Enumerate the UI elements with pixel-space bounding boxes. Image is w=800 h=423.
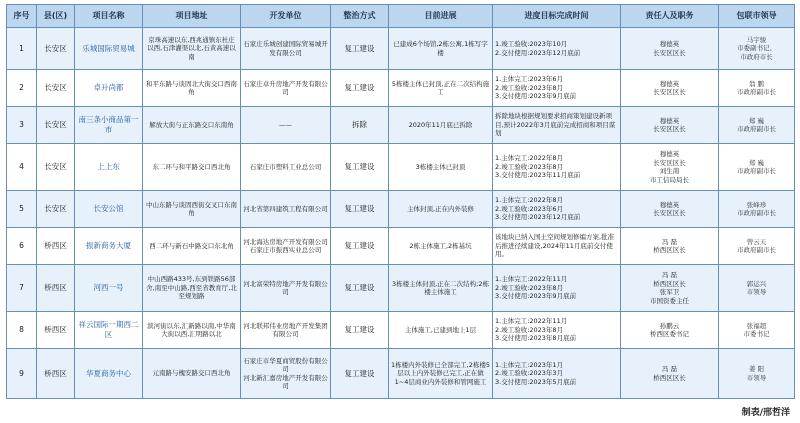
cell-responsible: 冯 磊 桥西区区长 张军卫 市国资委主任 xyxy=(621,265,719,312)
cell-progress: 2栋主体施工,2栋基坑 xyxy=(389,228,493,265)
cell-address: 元南路与槐安路交口西北角 xyxy=(143,349,241,399)
cell-progress: 主体施工,已建到地上1层 xyxy=(389,312,493,349)
cell-target: 1.主体完工:2022年8月 2.竣工验收:2023年8月 3.交付使用:2023年11月底前 xyxy=(493,144,621,191)
cell-developer: 石家庄市华夏商贸股份有限公司 河北新汇嘉房地产开发有限公司 xyxy=(241,349,331,399)
cell-no: 5 xyxy=(7,191,37,228)
table-row xyxy=(7,107,795,144)
cell-method: 复工建设 xyxy=(331,265,389,312)
cell-method: 复工建设 xyxy=(331,349,389,399)
col-header-address: 项目地址 xyxy=(143,5,241,28)
project-table-container xyxy=(6,4,794,399)
table-row xyxy=(7,28,795,70)
project-table xyxy=(6,4,795,399)
cell-target: 1.主体完工:2022年11月 2.竣工验收:2023年8月 3.交付使用:2023年8月底前 xyxy=(493,312,621,349)
cell-leader: 翁 鹏 市政府副市长 xyxy=(719,70,795,107)
table-header-row xyxy=(7,5,795,28)
cell-address: 京珠高速以东,西兆通镇东杜庄以西,石津灌渠以北,石黄高速以南 xyxy=(143,28,241,70)
table-row xyxy=(7,144,795,191)
cell-name: 长安公馆 xyxy=(75,191,143,228)
cell-progress: 5栋楼主体已封顶,正在二次结构施工 xyxy=(389,70,493,107)
cell-county: 长安区 xyxy=(37,28,75,70)
cell-no: 9 xyxy=(7,349,37,399)
col-header-county: 县(区) xyxy=(37,5,75,28)
cell-target: 1.竣工验收:2023年10月 2.交付使用:2023年12月底前 xyxy=(493,28,621,70)
cell-target: 拆除地块根据规划要求招商策划建设新项目,预计2022年3月底前完成招商和项目谋划 xyxy=(493,107,621,144)
cell-no: 4 xyxy=(7,144,37,191)
cell-address: 解放大街与正东路交口东南角 xyxy=(143,107,241,144)
cell-method: 复工建设 xyxy=(331,228,389,265)
col-header-responsible: 责任人及职务 xyxy=(621,5,719,28)
col-header-leader: 包联市领导 xyxy=(719,5,795,28)
cell-name: 华夏商务中心 xyxy=(75,349,143,399)
cell-address: 滨河街以东,汇新路以南,中华南大街以西,汇明路以北 xyxy=(143,312,241,349)
cell-address: 中山东路与谈固西街交叉口东南角 xyxy=(143,191,241,228)
cell-developer: —— xyxy=(241,107,331,144)
cell-leader: 张峰珍 市政府副市长 xyxy=(719,191,795,228)
table-credit: 制表/邢哲洋 xyxy=(741,408,790,418)
cell-responsible: 穆德英 长安区区长 xyxy=(621,107,719,144)
cell-responsible: 穆德英 长安区区长 xyxy=(621,70,719,107)
cell-name: 河西一号 xyxy=(75,265,143,312)
table-row xyxy=(7,70,795,107)
cell-developer: 石家庄乐城创建国际贸易城开发有限公司 xyxy=(241,28,331,70)
table-row xyxy=(7,191,795,228)
cell-leader: 郭运兴 市领导 xyxy=(719,265,795,312)
cell-name: 上上东 xyxy=(75,144,143,191)
cell-responsible: 冯 磊 桥西区区长 xyxy=(621,228,719,265)
cell-developer: 石家庄市塑料工业总公司 xyxy=(241,144,331,191)
cell-leader: 马宇骏 市委副书记、 市政府市长 xyxy=(719,28,795,70)
cell-county: 桥西区 xyxy=(37,349,75,399)
cell-name: 乐城国际贸易城 xyxy=(75,28,143,70)
cell-target: 1.主体完工:2023年6月 2.竣工验收:2023年8月 3.交付使用:2023年9月底前 xyxy=(493,70,621,107)
cell-progress: 3栋楼主体封顶,正在二次结构;2栋楼主体施工 xyxy=(389,265,493,312)
cell-county: 桥西区 xyxy=(37,312,75,349)
cell-method: 复工建设 xyxy=(331,191,389,228)
cell-progress: 已建成6个场馆,2栋公寓,1栋写字楼 xyxy=(389,28,493,70)
cell-county: 长安区 xyxy=(37,70,75,107)
cell-address: 和平东路与谈固北大街交口西南角 xyxy=(143,70,241,107)
cell-no: 3 xyxy=(7,107,37,144)
cell-county: 桥西区 xyxy=(37,265,75,312)
col-header-method: 整治方式 xyxy=(331,5,389,28)
col-header-target: 进度目标完成时间 xyxy=(493,5,621,28)
cell-name: 南三条小商品第一市 xyxy=(75,107,143,144)
cell-county: 长安区 xyxy=(37,191,75,228)
cell-target: 该地块已纳入国土空间规划修编方案,批准后推进径续建设,2024年11月底前交付使用。 xyxy=(493,228,621,265)
cell-developer: 河北富荣特房地产开发有限公司 xyxy=(241,265,331,312)
cell-county: 长安区 xyxy=(37,144,75,191)
cell-name: 卓升尚都 xyxy=(75,70,143,107)
cell-address: 东二环与和平路交口西北角 xyxy=(143,144,241,191)
col-header-developer: 开发单位 xyxy=(241,5,331,28)
cell-leader: 曾云天 市政府副市长 xyxy=(719,228,795,265)
cell-no: 6 xyxy=(7,228,37,265)
cell-county: 长安区 xyxy=(37,107,75,144)
cell-target: 1.主体完工:2023年1月 2.竣工验收:2023年3月 3.交付使用:2023年5月底前 xyxy=(493,349,621,399)
cell-progress: 主体封顶,正在内外装修 xyxy=(389,191,493,228)
col-header-index: 序号 xyxy=(7,5,37,28)
cell-leader: 郑 巍 市政府副市长 xyxy=(719,107,795,144)
col-header-project-name: 项目名称 xyxy=(75,5,143,28)
cell-name: 祥云国际一期西二区 xyxy=(75,312,143,349)
table-row xyxy=(7,265,795,312)
cell-responsible: 穆德英 长安区区长 xyxy=(621,28,719,70)
cell-address: 中山西路433号,东到铁路56部舍,南至中山路,西至省教育厅,北至规划路 xyxy=(143,265,241,312)
cell-responsible: 穆德英 长安区区长 刘生南 市工信局局长 xyxy=(621,144,719,191)
cell-no: 2 xyxy=(7,70,37,107)
cell-progress: 2020年11月底已拆除 xyxy=(389,107,493,144)
cell-county: 桥西区 xyxy=(37,228,75,265)
cell-method: 复工建设 xyxy=(331,28,389,70)
col-header-progress: 目前进展 xyxy=(389,5,493,28)
cell-responsible: 冯 磊 桥西区区长 xyxy=(621,349,719,399)
cell-leader: 姜 阳 市领导 xyxy=(719,349,795,399)
cell-responsible: 穆德英 长安区区长 xyxy=(621,191,719,228)
cell-no: 1 xyxy=(7,28,37,70)
cell-leader: 张福超 市委书记 xyxy=(719,312,795,349)
table-body xyxy=(7,28,795,399)
cell-name: 振新商务大厦 xyxy=(75,228,143,265)
cell-developer: 石家庄卓升房地产开发有限公司 xyxy=(241,70,331,107)
cell-address: 西二环与新石中路交口东北角 xyxy=(143,228,241,265)
cell-no: 7 xyxy=(7,265,37,312)
cell-method: 拆除 xyxy=(331,107,389,144)
table-row xyxy=(7,349,795,399)
table-row xyxy=(7,312,795,349)
cell-method: 复工建设 xyxy=(331,144,389,191)
table-row xyxy=(7,228,795,265)
cell-progress: 1栋楼内外装修已全部完工,2栋楼5层以上内外装修已完工,正在做1~4层商业内外装修和管网施工 xyxy=(389,349,493,399)
cell-method: 复工建设 xyxy=(331,312,389,349)
cell-no: 8 xyxy=(7,312,37,349)
cell-target: 1.主体完工:2022年11月 2.竣工验收:2023年8月 3.交付使用:2023年9月底前 xyxy=(493,265,621,312)
cell-progress: 3栋楼主体已封顶 xyxy=(389,144,493,191)
cell-responsible: 孙鹏云 桥西区委书记 xyxy=(621,312,719,349)
cell-developer: 河北省第四建筑工程有限公司 xyxy=(241,191,331,228)
cell-method: 复工建设 xyxy=(331,70,389,107)
cell-leader: 郑 巍 市政府副市长 xyxy=(719,144,795,191)
cell-developer: 河北海达房地产开发有限公司 石家庄市振西实业总公司 xyxy=(241,228,331,265)
cell-target: 1.主体完工:2022年8月 2.竣工验收:2023年6月 3.交付使用:2023年12月底前 xyxy=(493,191,621,228)
cell-developer: 河北联邦伟业房地产开发集团有限公司 xyxy=(241,312,331,349)
